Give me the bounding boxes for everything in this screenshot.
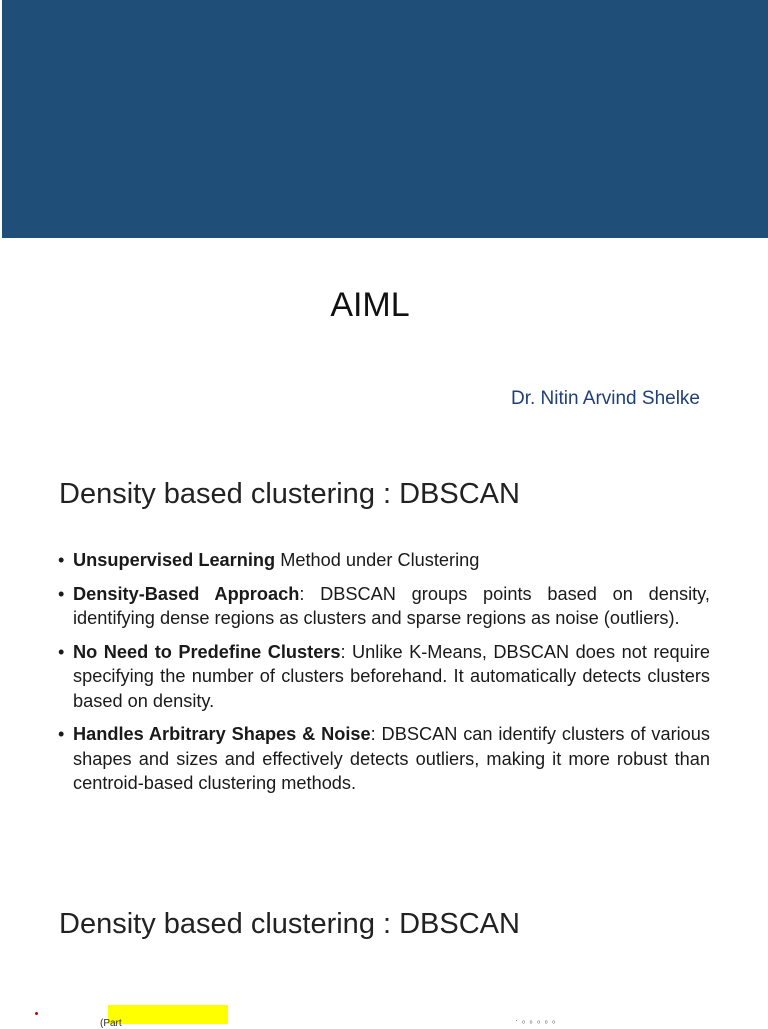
list-item: [58, 640, 710, 714]
text-fragment-right: · ₀ ₀ ₀ ₀ ₀: [515, 1016, 557, 1025]
bullet-bold: Density-Based Approach: [73, 583, 300, 604]
section-heading-2: Density based clustering : DBSCAN: [59, 908, 520, 940]
bullet-text: Method under Clustering: [275, 550, 480, 570]
bullet-icon: •: [58, 550, 65, 570]
title-banner: [2, 0, 768, 238]
text-fragment: (Part: [100, 1018, 122, 1029]
bullet-text: : DBSCAN groups points based on density, identifying dense regions as clusters and sparse regions as noise (outliers).: [73, 583, 710, 628]
highlight-box: [108, 1005, 228, 1024]
bullet-bold: Unsupervised Learning: [73, 550, 276, 570]
bullet-bold: No Need to Predefine Clusters: [73, 641, 341, 662]
bullet-text: : DBSCAN can identify clusters of various shapes and sizes and effectively detects outliers, making it more robust than centroid-based clustering methods.: [73, 724, 711, 793]
section-heading: Density based clustering : DBSCAN: [59, 478, 520, 510]
list-item: [58, 548, 710, 573]
list-item: [58, 722, 710, 796]
bullet-icon: •: [58, 641, 65, 662]
slide-title: AIML: [330, 286, 410, 324]
bullet-list: [58, 548, 710, 805]
bullet-icon: •: [58, 724, 65, 744]
list-item: [58, 582, 710, 631]
bullet-text: : Unlike K-Means, DBSCAN does not require specifying the number of clusters beforehand. It automatically detects clusters based on density.: [73, 641, 710, 711]
bullet-bold: Handles Arbitrary Shapes & Noise: [73, 724, 371, 744]
author-name: Dr. Nitin Arvind Shelke: [510, 388, 700, 409]
red-marker: [35, 1012, 38, 1015]
bullet-icon: •: [58, 583, 65, 604]
